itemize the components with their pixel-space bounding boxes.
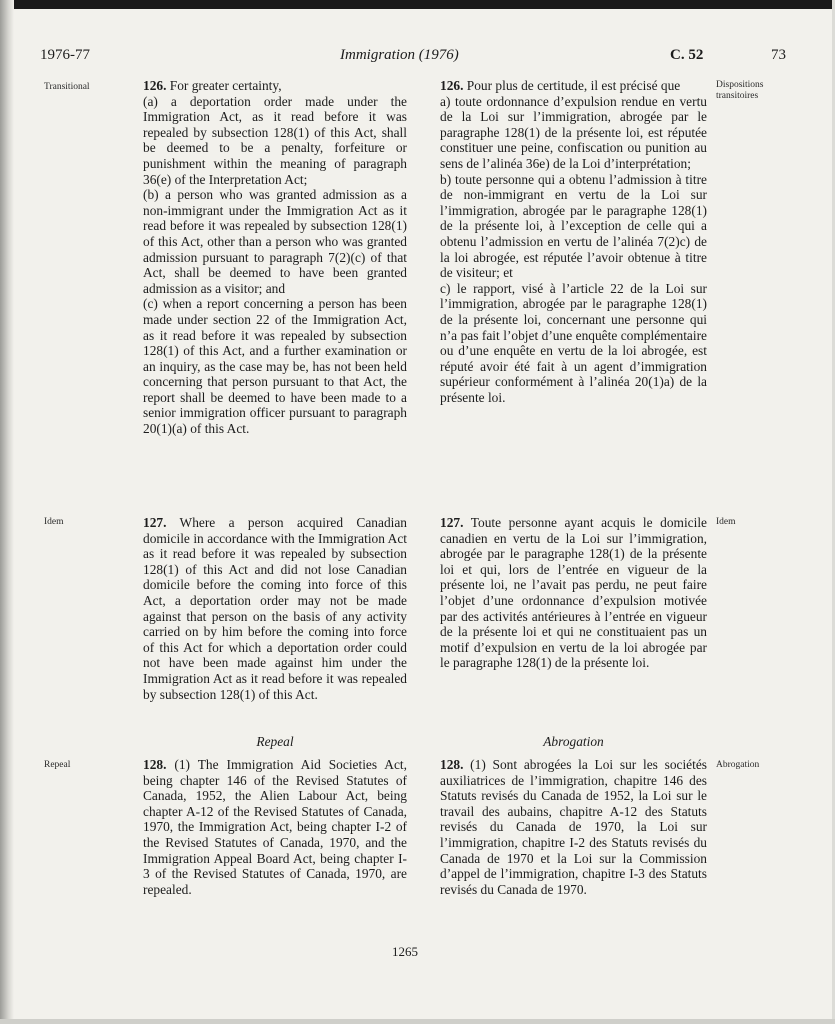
margin-note-idem-en: Idem bbox=[44, 517, 64, 527]
heading-repeal-en: Repeal bbox=[256, 734, 294, 749]
section-body bbox=[143, 757, 407, 897]
section-number: 128. bbox=[440, 757, 464, 772]
margin-note-transitional-fr bbox=[716, 80, 764, 102]
header-year: 1976-77 bbox=[40, 47, 90, 63]
header-title: Immigration (1976) bbox=[340, 47, 459, 63]
binding-gutter bbox=[0, 0, 14, 1024]
section-text: (1) Sont abrogées la Loi sur les sociétés auxiliatrices de l’immigration, chapitre 146 des Statuts revisés du Canada de 1952, la Loi sur le travail des aubains, chapitre A-12 des Statuts revisés du Canada de 1970, la Loi sur l’immigration, chapitre I-2 des Statuts revisés du Canada de 1970 et la Loi sur la Commission d’appel de l’immigration, chapitre I-3 des Statuts revisés du Canada de 1970. bbox=[440, 757, 707, 897]
section-intro-text: Pour plus de certitude, il est précisé que bbox=[463, 78, 681, 93]
section-intro bbox=[143, 78, 407, 94]
section-intro bbox=[440, 78, 707, 94]
margin-note-repeal-fr: Abrogation bbox=[716, 760, 760, 770]
paragraph-b: (b) a person who was granted admission as a non-immigrant under the Immigration Act as it read before it was repealed by subsection 128(1) of this Act, other than a person who was granted admission pursuant to paragraph 7(2)(c) of that Act, shall be deemed to have been granted admission as a visitor; and bbox=[143, 187, 407, 296]
section-128-fr bbox=[440, 757, 707, 897]
section-text: (1) The Immigration Aid Societies Act, being chapter 146 of the Revised Statutes of Canada, 1952, the Alien Labour Act, being chapter A-12 of the Revised Statutes of Canada, 1970, the Immigration Act, being chapter I-2 of the Revised Statutes of Canada, 1970, and the Immigration Appeal Board Act, being chapter I-3 of the Revised Statutes of Canada, 1970, are repealed. bbox=[143, 757, 407, 897]
section-body bbox=[143, 515, 407, 702]
paragraph-c: (c) when a report concerning a person has been made under section 22 of the Immigration Act, as it read before it was repealed by subsection 128(1) of this Act, and a further examination or an inquiry, as the case may be, has not been held concerning that person pursuant to that Act, the report shall be deemed to have been made to a senior immigration officer pursuant to paragraph 20(1)(a) of this Act. bbox=[143, 296, 407, 437]
margin-note-line: Dispositions bbox=[716, 80, 764, 90]
section-number: 127. bbox=[440, 515, 464, 530]
paragraph-b: b) toute personne qui a obtenu l’admission à titre de non-immigrant en vertu de la Loi sur l’immigration, abrogée par le paragraphe 128(1) de la présente loi, à l’exception de celle qui a obtenu l’admission en vertu de l’alinéa 7(2)c) de la loi abrogée, est réputée l’avoir obtenue à titre de visiteur; et bbox=[440, 171, 707, 281]
section-127-fr bbox=[440, 515, 707, 671]
section-126-fr bbox=[440, 78, 707, 405]
section-128-en bbox=[143, 757, 407, 897]
section-text: Where a person acquired Canadian domicile in accordance with the Immigration Act as it read before it was repealed by subsection 128(1) of this Act and did not lose Canadian domicile before the coming into force of this Act, a deportation order may not be made against that person on the basis of any activity carried on by him before the coming into force of this Act for which a deportation order could not have been made against him under the Immigration Act as it read before it was repealed by subsection 128(1) of this Act. bbox=[143, 515, 407, 702]
section-text: Toute personne ayant acquis le domicile canadien en vertu de la Loi sur l’immigration, abrogée par le paragraphe 128(1) de la présente loi et qui, lors de l’entrée en vigueur de la présente loi, ne l’avait pas perdu, ne peut faire l’objet d’une ordonnance d’expulsion motivée par des activités antérieures à l’entrée en vigueur de la présente loi et qui ne constituaient pas un motif d’expulsion en vertu de la loi abrogée par le paragraphe 128(1) de la présente loi. bbox=[440, 515, 707, 671]
section-number: 126. bbox=[440, 78, 464, 93]
paragraph-a: (a) a deportation order made under the Immigration Act, as it read before it was repealed by subsection 128(1) of this Act, shall be deemed to be a penalty, forfeiture or punishment within the meaning of paragraph 36(e) of the Interpretation Act; bbox=[143, 93, 407, 187]
page-bottom-edge bbox=[0, 1019, 835, 1024]
margin-note-transitional-en: Transitional bbox=[44, 82, 90, 92]
section-127-en bbox=[143, 515, 407, 702]
section-126-en bbox=[143, 78, 407, 437]
section-number: 127. bbox=[143, 515, 167, 530]
paragraph-a: a) toute ordonnance d’expulsion rendue en vertu de la Loi sur l’immigration, abrogée par le paragraphe 128(1) de la présente loi, est réputée constituer une peine, confiscation ou punition au sens de l’alinéa 36e) de la Loi d’interprétation; bbox=[440, 93, 707, 171]
heading-repeal-fr: Abrogation bbox=[543, 734, 604, 749]
paragraph-c: c) le rapport, visé à l’article 22 de la Loi sur l’immigration, abrogée par le paragraphe 128(1) de la présente loi, concernant une personne qui n’a pas fait l’objet d’une enquête complémentaire ou d’une enquête en vertu de la loi abrogée, est réputé avoir été fait à un agent d’immigration supérieur conformément à l’alinéa 20(1)a) de la présente loi. bbox=[440, 280, 707, 405]
section-intro-text: For greater certainty, bbox=[166, 78, 282, 93]
section-number: 128. bbox=[143, 757, 167, 772]
section-body bbox=[440, 515, 707, 671]
scan-top-border bbox=[0, 0, 835, 9]
margin-note-idem-fr: Idem bbox=[716, 517, 736, 527]
section-body bbox=[440, 757, 707, 897]
margin-note-line: transitoires bbox=[716, 91, 759, 101]
footer-page-number: 1265 bbox=[392, 944, 418, 959]
margin-note-repeal-en: Repeal bbox=[44, 760, 71, 770]
header-page-number: 73 bbox=[771, 47, 786, 63]
header-chapter: C. 52 bbox=[670, 47, 704, 63]
section-number: 126. bbox=[143, 78, 167, 93]
